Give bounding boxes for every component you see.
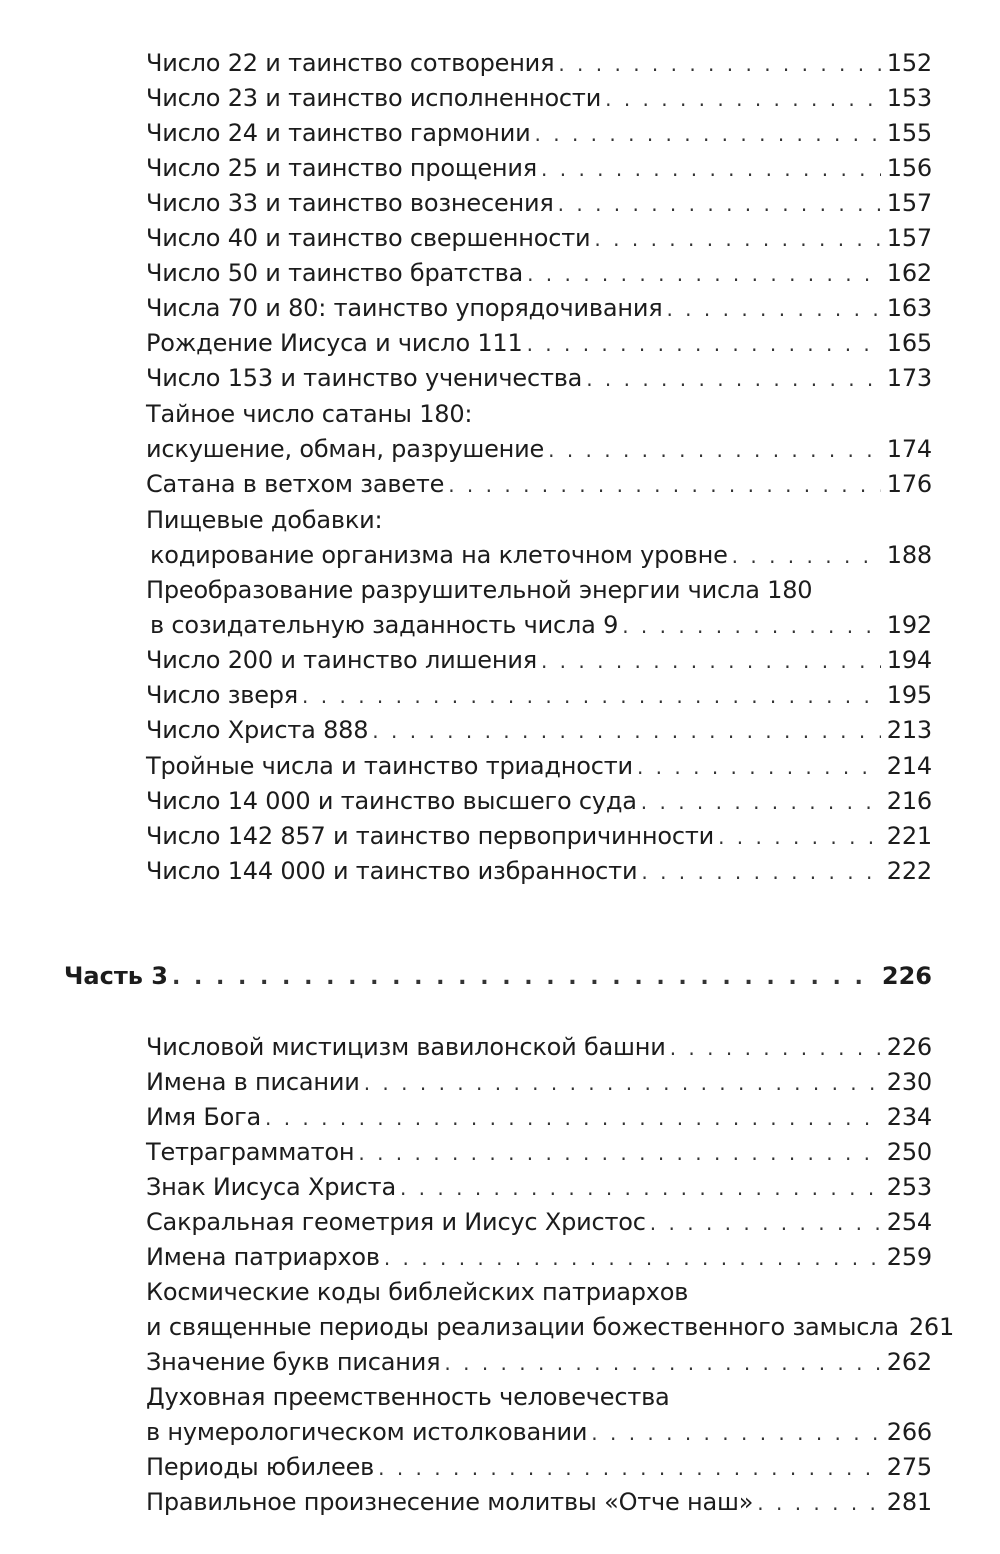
toc-entry	[146, 1030, 932, 1065]
dot-leader	[265, 1101, 881, 1136]
toc-entry	[146, 46, 932, 81]
toc-entry-page: 192	[886, 611, 932, 639]
toc-entry	[146, 221, 932, 256]
toc-entry	[146, 573, 932, 643]
dot-leader	[372, 714, 880, 749]
toc-entry	[146, 1345, 932, 1380]
toc-entry	[146, 1485, 932, 1520]
dot-leader	[586, 362, 881, 397]
toc-entry-page: 221	[886, 822, 932, 850]
toc-entry-title: Число 23 и таинство исполненности	[146, 84, 602, 112]
toc-entry	[146, 361, 932, 396]
toc-entry-title: Рождение Иисуса и число 111	[146, 329, 523, 357]
toc-entry-title: Тройные числа и таинство триадности	[146, 752, 633, 780]
toc-entry-page: 188	[886, 541, 932, 569]
toc-entry-page: 216	[886, 787, 932, 815]
toc-entry-title: Число 153 и таинство ученичества	[146, 364, 583, 392]
toc-entry-title: Число 144 000 и таинство избранности	[146, 857, 638, 885]
toc-entry	[146, 784, 932, 819]
dot-leader	[637, 750, 881, 785]
toc-entry-title-line1: Духовная преемственность человечества	[146, 1383, 670, 1411]
toc-entry-title: Число 24 и таинство гармонии	[146, 119, 531, 147]
dot-leader	[757, 1486, 881, 1521]
toc-entry-page: 165	[886, 329, 932, 357]
toc-entry-page: 253	[886, 1173, 932, 1201]
dot-leader	[622, 609, 881, 644]
toc-entry-page: 213	[886, 716, 932, 744]
toc-entry-title-line1: Пищевые добавки:	[146, 506, 383, 534]
toc-entry-page: 226	[886, 1033, 932, 1061]
toc-entry-title: в нумерологическом истолковании	[146, 1418, 588, 1446]
toc-entry-page: 230	[886, 1068, 932, 1096]
toc-entry	[146, 1065, 932, 1100]
toc-entry-title-line1: Тайное число сатаны 180:	[146, 400, 473, 428]
toc-entry	[146, 1380, 932, 1450]
dot-leader	[718, 820, 881, 855]
toc-entry-page: 173	[886, 364, 932, 392]
toc-entry-page: 195	[886, 681, 932, 709]
toc-entry-title: Имена в писании	[146, 1068, 360, 1096]
toc-entry-title: Знак Иисуса Христа	[146, 1173, 396, 1201]
toc-entry-page: 262	[886, 1348, 932, 1376]
toc-entry-page: 157	[886, 189, 932, 217]
dot-leader	[650, 1206, 881, 1241]
dot-leader	[384, 1241, 881, 1276]
toc-entry-title: Число 22 и таинство сотворения	[146, 49, 555, 77]
toc-entry-title: Тетраграмматон	[146, 1138, 355, 1166]
toc-entry-page: 234	[886, 1103, 932, 1131]
dot-leader	[594, 222, 880, 257]
toc-entry-page: 254	[886, 1208, 932, 1236]
toc-entry-page: 152	[886, 49, 932, 77]
toc-entry-title: Число 40 и таинство свершенности	[146, 224, 591, 252]
toc-entry	[146, 1450, 932, 1485]
toc-entry-page: 174	[886, 435, 932, 463]
toc-entry-title: Число 142 857 и таинство первопричинности	[146, 822, 715, 850]
toc-entry-title: Числа 70 и 80: таинство упорядочивания	[146, 294, 663, 322]
toc-entry-title-line1: Преобразование разрушительной энергии числа 180	[146, 576, 813, 604]
toc-entry-page: 157	[886, 224, 932, 252]
dot-leader	[378, 1451, 881, 1486]
toc-entry-title: Число Христа 888	[146, 716, 369, 744]
toc-entry-title: Периоды юбилеев	[146, 1453, 375, 1481]
toc-entry	[146, 326, 932, 361]
dot-leader	[448, 468, 881, 503]
toc-entry	[146, 854, 932, 889]
toc-entry	[146, 1275, 955, 1345]
toc-entry	[146, 467, 932, 502]
toc-entry-title: Значение букв писания	[146, 1348, 441, 1376]
toc-entry	[146, 1135, 932, 1170]
toc-entry-title: Сатана в ветхом завете	[146, 470, 445, 498]
dot-leader	[444, 1346, 880, 1381]
toc-entry-title: Имя Бога	[146, 1103, 261, 1131]
toc-entry-title: искушение, обман, разрушение	[146, 435, 545, 463]
part-heading-title: Часть 3	[64, 962, 168, 990]
dot-leader	[558, 47, 880, 82]
toc-entry-page: 214	[886, 752, 932, 780]
toc-entry	[146, 151, 932, 186]
dot-leader	[591, 1416, 881, 1451]
toc-entry-title: Имена патриархов	[146, 1243, 380, 1271]
toc-entry-title: в созидательную заданность числа 9	[150, 611, 619, 639]
toc-entry-title-line1: Космические коды библейских патриархов	[146, 1278, 689, 1306]
dot-leader	[527, 257, 881, 292]
toc-entry-page: 155	[886, 119, 932, 147]
dot-leader	[548, 433, 881, 468]
toc-entry	[146, 819, 932, 854]
toc-entry-page: 259	[886, 1243, 932, 1271]
dot-leader	[641, 855, 880, 890]
toc-entry-title: Число 50 и таинство братства	[146, 259, 524, 287]
toc-entry	[146, 256, 932, 291]
toc-entry-page: 222	[886, 857, 932, 885]
toc-entry-title: и священные периоды реализации божественного замысла	[146, 1313, 899, 1341]
toc-entry-page: 250	[886, 1138, 932, 1166]
toc-entry-page: 176	[886, 470, 932, 498]
dot-leader	[641, 785, 881, 820]
toc-entry	[146, 678, 932, 713]
toc-entry-page: 275	[886, 1453, 932, 1481]
toc-entry	[146, 81, 932, 116]
toc-entry-title: Число 14 000 и таинство высшего суда	[146, 787, 637, 815]
dot-leader	[666, 292, 880, 327]
toc-entry-page: 156	[886, 154, 932, 182]
toc-entry-title: Число 25 и таинство прощения	[146, 154, 538, 182]
toc-entry-title: Число 33 и таинство вознесения	[146, 189, 554, 217]
toc-entry-title: кодирование организма на клеточном уровне	[150, 541, 728, 569]
toc-entry-page: 281	[886, 1488, 932, 1516]
dot-leader	[358, 1136, 880, 1171]
toc-entry	[146, 1170, 932, 1205]
part-heading	[64, 959, 932, 994]
dot-leader	[364, 1066, 881, 1101]
toc-entry-page: 266	[886, 1418, 932, 1446]
part-heading-page: 226	[881, 962, 932, 990]
dot-leader	[670, 1031, 881, 1066]
dot-leader	[535, 117, 881, 152]
toc-entry	[146, 749, 932, 784]
toc-entry-page: 153	[886, 84, 932, 112]
toc-entry	[146, 186, 932, 221]
toc-entry	[146, 1205, 932, 1240]
dot-leader	[605, 82, 881, 117]
toc-entry	[146, 713, 932, 748]
toc-entry-title: Числовой мистицизм вавилонской башни	[146, 1033, 666, 1061]
dot-leader	[541, 152, 881, 187]
toc-entry	[146, 116, 932, 151]
toc-entry-page: 163	[886, 294, 932, 322]
toc-entry-title: Сакральная геометрия и Иисус Христос	[146, 1208, 646, 1236]
toc-entry	[146, 291, 932, 326]
toc-entry-title: Число 200 и таинство лишения	[146, 646, 537, 674]
toc-entry	[146, 1240, 932, 1275]
toc-entry-page: 162	[886, 259, 932, 287]
dot-leader	[172, 960, 876, 995]
dot-leader	[302, 679, 881, 714]
toc-entry-title: Число зверя	[146, 681, 299, 709]
toc-entry-page: 194	[886, 646, 932, 674]
dot-leader	[400, 1171, 881, 1206]
toc-entry-page: 261	[908, 1313, 955, 1341]
toc-entry	[146, 503, 932, 573]
dot-leader	[527, 327, 881, 362]
toc-entry	[146, 397, 932, 467]
toc-entry-title: Правильное произнесение молитвы «Отче наш»	[146, 1488, 754, 1516]
toc-entry	[146, 643, 932, 678]
dot-leader	[541, 644, 881, 679]
dot-leader	[558, 187, 881, 222]
toc-entry	[146, 1100, 932, 1135]
dot-leader	[732, 539, 881, 574]
